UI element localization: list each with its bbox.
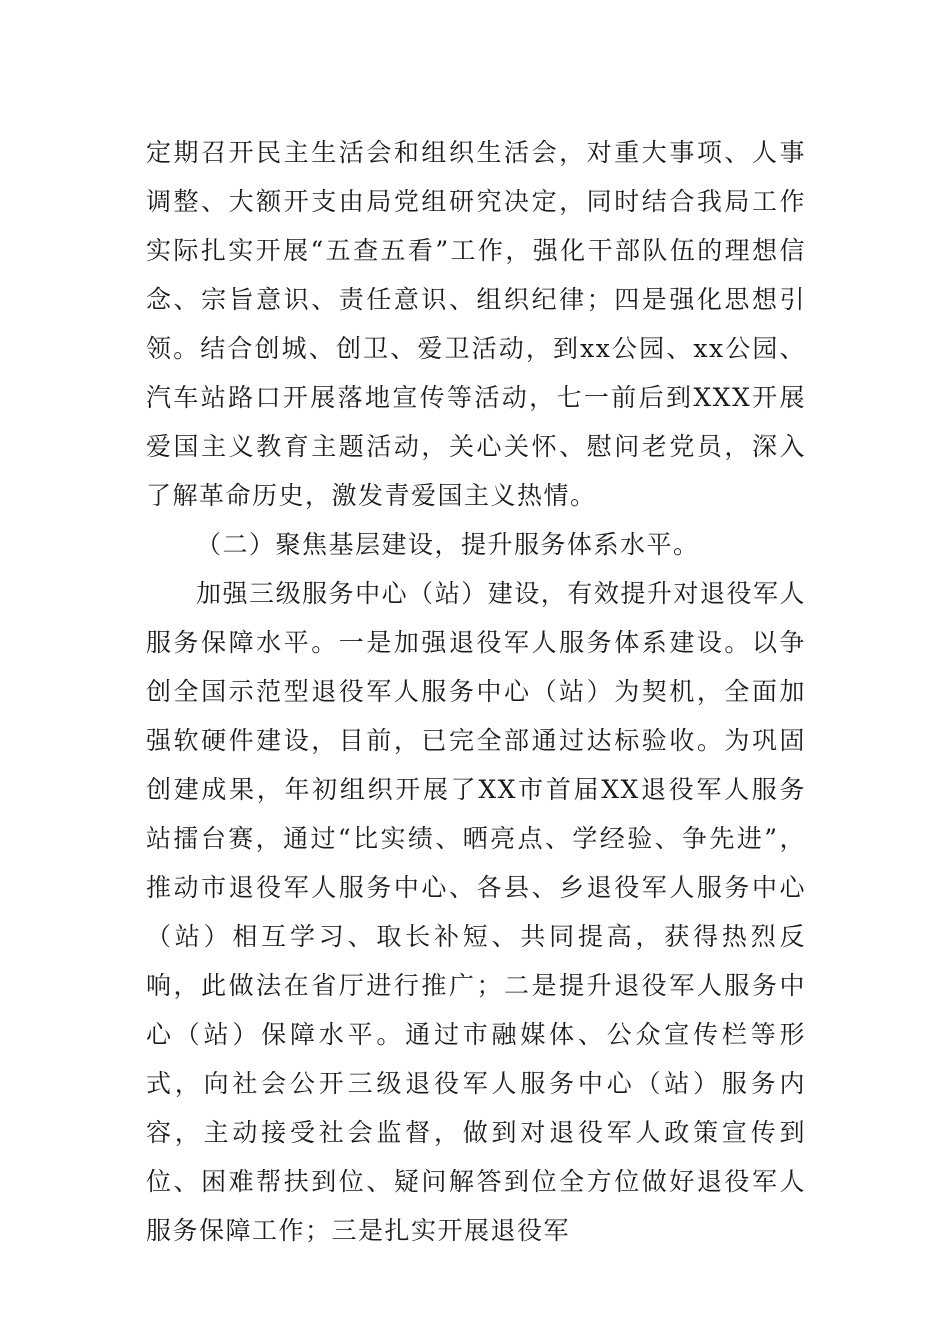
section-heading: （二）聚焦基层建设，提升服务体系水平。 — [196, 530, 700, 559]
paragraph-body: 加强三级服务中心（站）建设，有效提升对退役军人服务保障水平。一是加强退役军人服务体系建设。以争创全国示范型退役军人服务中心（站）为契机，全面加强软硬件建设，目前，已完全部通过达标验收。为巩固创建成果，年初组织开展了XX市首届XX退役军人服务站擂台赛，通过“比实绩、晒亮点、学经验、争先进”，推动市退役军人服务中心、各县、乡退役军人服务中心（站）相互学习、取长补短、共同提高，获得热烈反响，此做法在省厅进行推广；二是提升退役军人服务中心（站）保障水平。通过市融媒体、公众宣传栏等形式，向社会公开三级退役军人服务中心（站）服务内容，主动接受社会监督，做到对退役军人政策宣传到位、困难帮扶到位、疑问解答到位全方位做好退役军人服务保障工作；三是扎实开展退役军 — [146, 579, 806, 1245]
paragraph-continuation: 定期召开民主生活会和组织生活会，对重大事项、人事调整、大额开支由局党组研究决定，同时结合我局工作实际扎实开展“五查五看”工作，强化干部队伍的理想信念、宗旨意识、责任意识、组织纪律；四是强化思想引领。结合创城、创卫、爱卫活动，到xx公园、xx公园、汽车站路口开展落地宣传等活动，七一前后到XXX开展爱国主义教育主题活动，关心关怀、慰问老党员，深入了解革命历史，激发青爱国主义热情。 — [146, 138, 806, 510]
document-body — [146, 128, 806, 1255]
